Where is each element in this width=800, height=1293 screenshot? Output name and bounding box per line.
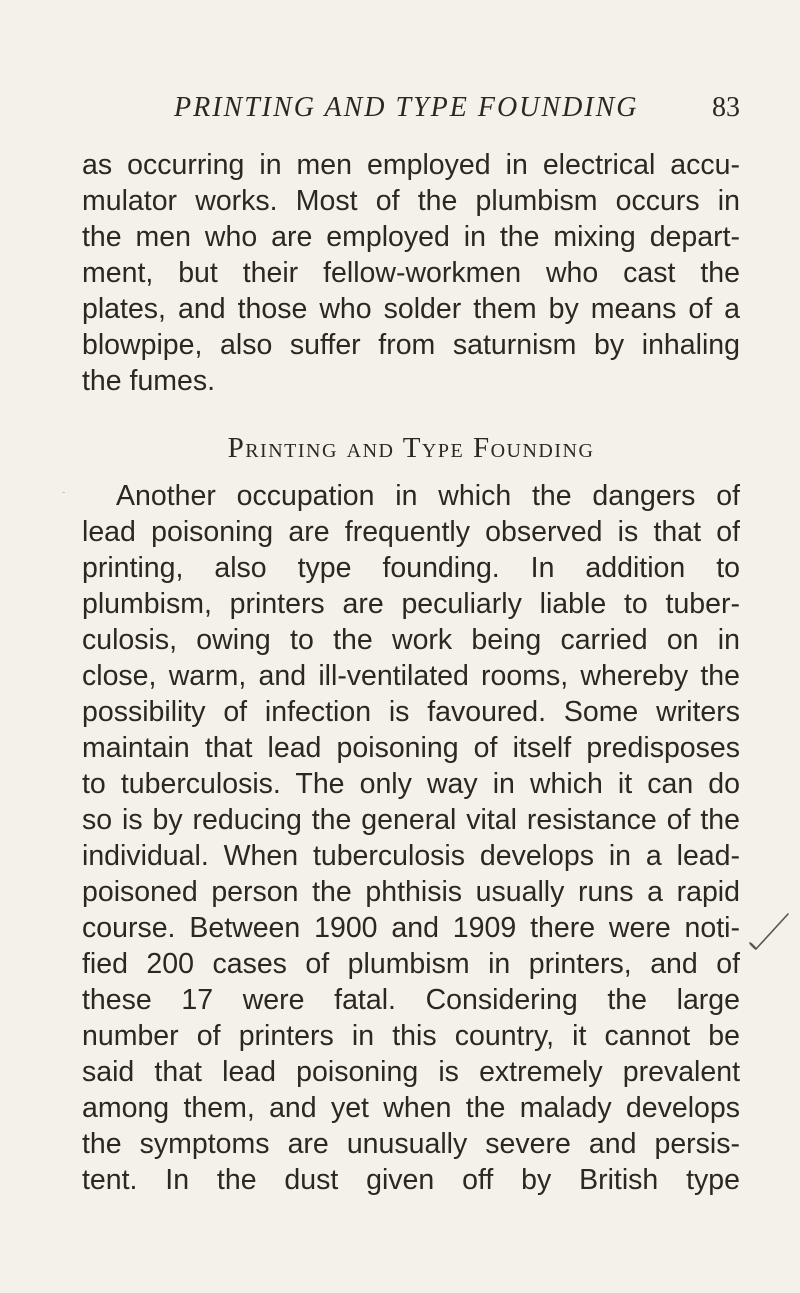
text-line: the men who are employed in the mixing depart-	[82, 221, 740, 253]
text-line: the symptoms are unusually severe and persis-	[82, 1128, 740, 1160]
text-line: plates, and those who solder them by means of a	[82, 293, 740, 325]
section-heading: Printing and Type Founding	[227, 432, 595, 464]
text-line: to tuberculosis. The only way in which it can do	[82, 768, 740, 800]
text-line: printing, also type founding. In addition to	[82, 552, 740, 584]
text-line: lead poisoning are frequently observed is that of	[82, 516, 740, 548]
text-line: poisoned person the phthisis usually runs a rapid	[82, 876, 740, 908]
text-line: these 17 were fatal. Considering the large	[82, 984, 740, 1016]
text-line: so is by reducing the general vital resistance of the	[82, 804, 740, 836]
text-line: blowpipe, also suffer from saturnism by inhaling	[82, 329, 740, 361]
text-line: the fumes.	[82, 365, 216, 397]
text-line: possibility of infection is favoured. Some writers	[82, 696, 740, 728]
text-line: as occurring in men employed in electrical accu-	[82, 149, 740, 181]
text-line: course. Between 1900 and 1909 there were noti-	[82, 912, 740, 944]
text-line: maintain that lead poisoning of itself predisposes	[82, 732, 740, 764]
text-line: said that lead poisoning is extremely prevalent	[82, 1056, 740, 1088]
text-line: close, warm, and ill-ventilated rooms, whereby the	[82, 660, 740, 692]
text-line: number of printers in this country, it cannot be	[82, 1020, 740, 1052]
paper-speck	[62, 492, 65, 493]
text-line: tent. In the dust given off by British type	[82, 1164, 740, 1196]
text-line: individual. When tuberculosis develops in a lead-	[82, 840, 740, 872]
page-number: 83	[712, 92, 740, 123]
text-line: ment, but their fellow-workmen who cast the	[82, 257, 740, 289]
running-head	[82, 92, 740, 128]
text-line: culosis, owing to the work being carried on in	[82, 624, 740, 656]
running-title: PRINTING AND TYPE FOUNDING	[174, 92, 639, 123]
text-line: mulator works. Most of the plumbism occurs in	[82, 185, 740, 217]
text-line: Another occupation in which the dangers of	[116, 480, 740, 512]
text-line: among them, and yet when the malady develops	[82, 1092, 740, 1124]
text-line: fied 200 cases of plumbism in printers, and of	[82, 948, 740, 980]
text-line: plumbism, printers are peculiarly liable to tuber-	[82, 588, 740, 620]
checkmark-icon	[748, 908, 792, 954]
